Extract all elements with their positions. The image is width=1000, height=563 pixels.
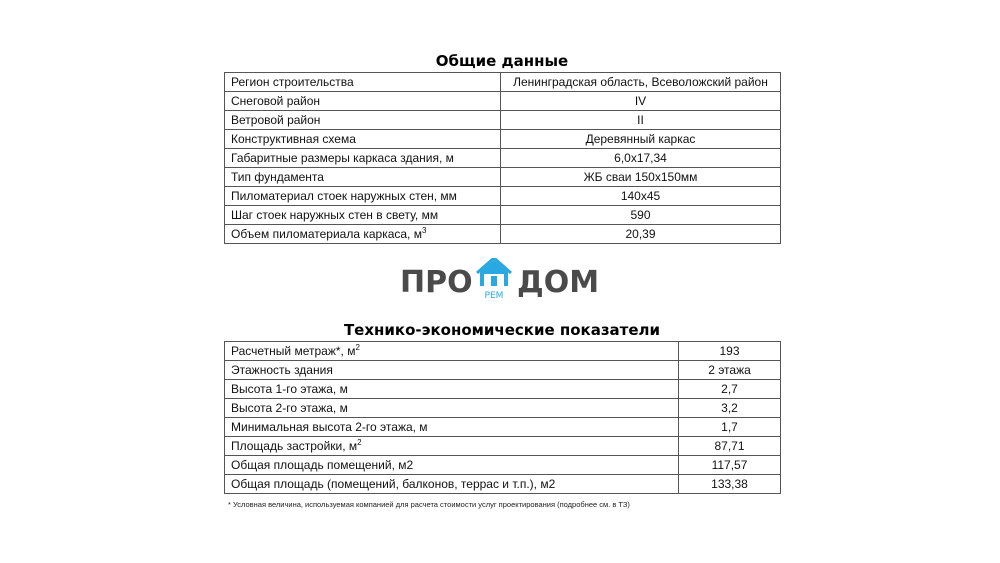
row-label: Габаритные размеры каркаса здания, м xyxy=(231,151,454,165)
row-label-cell xyxy=(225,206,501,225)
unit-superscript: 3 xyxy=(421,226,427,235)
row-value: 2,7 xyxy=(679,380,781,399)
row-value: II xyxy=(501,111,781,130)
row-label-cell xyxy=(225,456,679,475)
row-label: Общая площадь помещений, м2 xyxy=(231,458,414,472)
table-row xyxy=(225,206,781,225)
row-label: Снеговой район xyxy=(231,94,321,108)
row-label: Регион строительства xyxy=(231,75,354,89)
row-label-cell xyxy=(225,342,679,361)
logo-text-sub: РЕМ xyxy=(484,291,504,301)
row-label-cell xyxy=(225,225,501,244)
logo-text-right: ДОМ xyxy=(517,265,600,300)
logo-text-left: ПРО xyxy=(400,265,473,300)
row-label: Минимальная высота 2-го этажа, м xyxy=(231,420,428,434)
table-row xyxy=(225,168,781,187)
table-row xyxy=(225,130,781,149)
table-row xyxy=(225,111,781,130)
row-value: 87,71 xyxy=(679,437,781,456)
table-row xyxy=(225,73,781,92)
table-row xyxy=(225,418,781,437)
row-value: 117,57 xyxy=(679,456,781,475)
row-label-cell xyxy=(225,149,501,168)
row-label-cell xyxy=(225,73,501,92)
row-label-cell xyxy=(225,361,679,380)
house-icon xyxy=(477,258,511,286)
row-value: 20,39 xyxy=(501,225,781,244)
table-row xyxy=(225,380,781,399)
row-label: Общая площадь (помещений, балконов, террас и т.п.), м2 xyxy=(231,477,556,491)
row-value: IV xyxy=(501,92,781,111)
table-row xyxy=(225,437,781,456)
row-label-cell xyxy=(225,168,501,187)
row-label: Площадь застройки, м xyxy=(231,439,358,453)
general-data-title: Общие данные xyxy=(435,52,569,70)
footnote: * Условная величина, используемая компанией для расчета стоимости услуг проектирования (подробнее см. в ТЗ) xyxy=(228,500,630,509)
unit-superscript: 2 xyxy=(355,343,360,352)
row-label-cell xyxy=(225,92,501,111)
row-value: 1,7 xyxy=(679,418,781,437)
tech-indicators-title: Технико-экономические показатели xyxy=(343,321,661,339)
row-label-cell xyxy=(225,399,679,418)
table-row xyxy=(225,456,781,475)
row-label: Шаг стоек наружных стен в свету, мм xyxy=(231,208,439,222)
table-row xyxy=(225,149,781,168)
row-label: Пиломатериал стоек наружных стен, мм xyxy=(231,189,457,203)
row-label: Расчетный метраж*, м xyxy=(231,344,356,358)
row-label: Высота 1-го этажа, м xyxy=(231,382,348,396)
row-value: 133,38 xyxy=(679,475,781,494)
row-label-cell xyxy=(225,418,679,437)
general-data-table xyxy=(224,72,781,244)
row-label-cell xyxy=(225,187,501,206)
row-value: 3,2 xyxy=(679,399,781,418)
row-value: Деревянный каркас xyxy=(501,130,781,149)
row-value: ЖБ сваи 150х150мм xyxy=(501,168,781,187)
row-label: Тип фундамента xyxy=(231,170,324,184)
row-value: 140х45 xyxy=(501,187,781,206)
row-label: Высота 2-го этажа, м xyxy=(231,401,348,415)
company-logo xyxy=(400,258,600,304)
row-label-cell xyxy=(225,111,501,130)
row-label-cell xyxy=(225,380,679,399)
table-row xyxy=(225,342,781,361)
table-row xyxy=(225,475,781,494)
row-label: Этажность здания xyxy=(231,363,333,377)
table-row xyxy=(225,92,781,111)
tech-indicators-table xyxy=(224,341,781,494)
row-label: Конструктивная схема xyxy=(231,132,356,146)
row-label-cell xyxy=(225,437,679,456)
table-row xyxy=(225,361,781,380)
row-value: 2 этажа xyxy=(679,361,781,380)
row-value: Ленинградская область, Всеволожский район xyxy=(501,73,781,92)
table-row xyxy=(225,187,781,206)
row-value: 590 xyxy=(501,206,781,225)
table-row xyxy=(225,225,781,244)
row-label-cell xyxy=(225,130,501,149)
row-value: 6,0х17,34 xyxy=(501,149,781,168)
unit-superscript: 2 xyxy=(357,438,362,447)
table-row xyxy=(225,399,781,418)
row-label: Ветровой район xyxy=(231,113,321,127)
row-label: Объем пиломатериала каркаса, м xyxy=(231,227,422,241)
row-label-cell xyxy=(225,475,679,494)
row-value: 193 xyxy=(679,342,781,361)
